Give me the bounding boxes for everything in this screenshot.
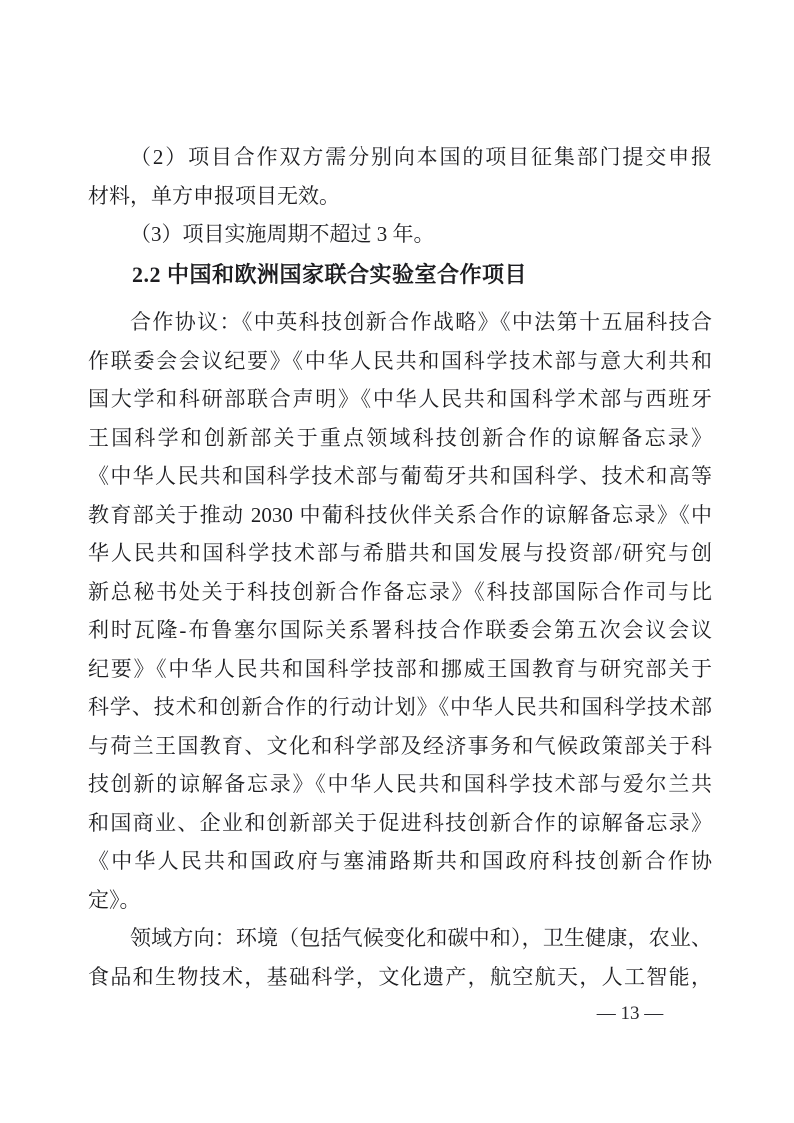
body-line: （3）项目实施周期不超过 3 年。 (130, 222, 435, 246)
body-line: 领域方向：环境（包括气候变化和碳中和），卫生健康，农业、 (130, 926, 712, 950)
body-line: 科学、技术和创新合作的行动计划》《中华人民共和国科学技术部 (88, 695, 712, 719)
body-line: 技创新的谅解备忘录》《中华人民共和国科学技术部与爱尔兰共 (88, 772, 712, 796)
body-line: 食品和生物技术，基础科学，文化遗产，航空航天，人工智能， (88, 964, 712, 989)
body-line: 利时瓦隆-布鲁塞尔国际关系署科技合作联委会第五次会议会议 (88, 618, 712, 642)
body-line: 新总秘书处关于科技创新合作备忘录》《科技部国际合作司与比 (88, 579, 712, 604)
body-line: 纪要》《中华人民共和国科学技部和挪威王国教育与研究部关于 (88, 656, 712, 681)
body-line: 定》。 (88, 887, 141, 912)
body-line: 与荷兰王国教育、文化和科学部及经济事务和气候政策部关于科 (88, 733, 712, 758)
body-line: 王国科学和创新部关于重点领域科技创新合作的谅解备忘录》 (88, 425, 712, 450)
body-line: 合作协议：《中英科技创新合作战略》《中法第十五届科技合 (130, 310, 712, 334)
page-number: — 13 — (596, 1003, 664, 1024)
body-line: 教育部关于推动 2030 中葡科技伙伴关系合作的谅解备忘录》《中 (88, 502, 712, 527)
body-line: （2）项目合作双方需分别向本国的项目征集部门提交申报 (130, 145, 712, 169)
body-line: 《中华人民共和国科学技术部与葡萄牙共和国科学、技术和高等 (88, 464, 712, 488)
body-line: 《中华人民共和国政府与塞浦路斯共和国政府科技创新合作协 (88, 849, 712, 873)
document-body (88, 138, 712, 996)
body-line: 材料，单方申报项目无效。 (88, 183, 340, 208)
body-line: 和国商业、企业和创新部关于促进科技创新合作的谅解备忘录》 (88, 810, 712, 835)
body-line: 作联委会会议纪要》《中华人民共和国科学技术部与意大利共和 (88, 348, 712, 373)
section-heading-2-2: 2.2 中国和欧洲国家联合实验室合作项目 (132, 261, 528, 287)
body-line: 华人民共和国科学技术部与希腊共和国发展与投资部/研究与创 (88, 541, 712, 565)
body-line: 国大学和科研部联合声明》《中华人民共和国科学术部与西班牙 (88, 387, 712, 411)
